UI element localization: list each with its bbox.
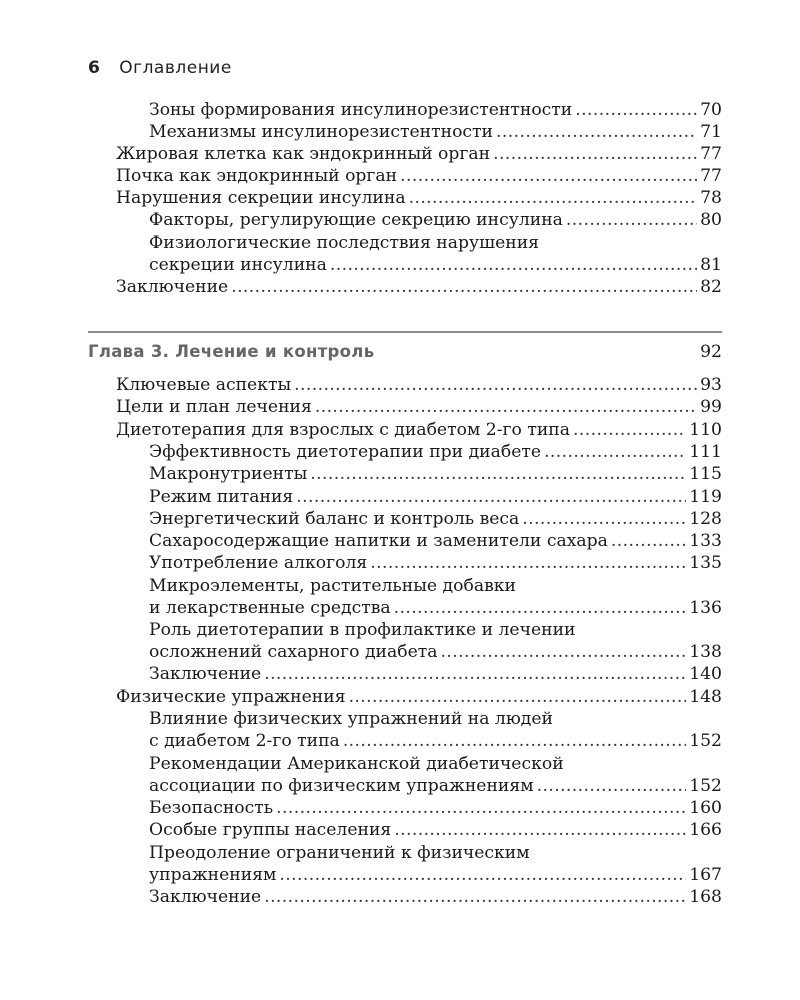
- toc-entry-page: 99: [700, 397, 722, 417]
- toc-entry[interactable]: [149, 864, 722, 886]
- toc-entry-page: 93: [700, 375, 722, 395]
- toc-entry-title: Особые группы населения: [149, 820, 392, 840]
- dot-leader: [522, 508, 686, 530]
- toc-entry[interactable]: [149, 99, 722, 121]
- toc-entry[interactable]: [116, 187, 722, 209]
- page-number: 6: [88, 58, 100, 78]
- dot-leader: [296, 486, 686, 508]
- toc-entry-title-line2: упражнениям: [149, 865, 277, 885]
- toc-entry-page: 136: [689, 598, 722, 618]
- toc-entry-page: 133: [689, 531, 722, 551]
- dot-leader: [394, 597, 687, 619]
- toc-entry-title: Жировая клетка как эндокринный орган: [116, 144, 491, 164]
- toc-entry[interactable]: [149, 209, 722, 231]
- toc-entry[interactable]: [149, 121, 722, 143]
- toc-entry-page: 152: [689, 776, 722, 796]
- toc-entry-title: Диетотерапия для взрослых с диабетом 2-го типа: [116, 420, 571, 440]
- dot-leader: [611, 530, 686, 552]
- toc-entry-page: 167: [689, 865, 722, 885]
- toc-entry-title-line2: с диабетом 2-го типа: [149, 731, 340, 751]
- toc-entry-title-line2: ассоциации по физическим упражнениям: [149, 776, 534, 796]
- toc-entry-title: Почка как эндокринный орган: [116, 166, 398, 186]
- toc-entry-page: 78: [700, 188, 722, 208]
- toc-entry-page: 77: [700, 166, 722, 186]
- toc-entry-title-line2: и лекарственные средства: [149, 598, 391, 618]
- dot-leader: [279, 864, 686, 886]
- toc-entry-title-line1[interactable]: Рекомендации Американской диабетической: [149, 754, 564, 774]
- dot-leader: [537, 775, 687, 797]
- toc-entry-title-line1[interactable]: Влияние физических упражнений на людей: [149, 709, 553, 729]
- dot-leader: [294, 374, 697, 396]
- dot-leader: [566, 209, 697, 231]
- toc-entry-title-line1[interactable]: Преодоление ограничений к физическим: [149, 843, 530, 863]
- toc-entry-page: 148: [689, 687, 722, 707]
- toc-entry[interactable]: [149, 819, 722, 841]
- dot-leader: [231, 276, 697, 298]
- dot-leader: [544, 441, 686, 463]
- toc-entry-title: Физические упражнения: [116, 687, 346, 707]
- toc-entry-title: Нарушения секреции инсулина: [116, 188, 406, 208]
- toc-entry-title: Факторы, регулирующие секрецию инсулина: [149, 210, 563, 230]
- toc-entry-title: Зоны формирования инсулинорезистентности: [149, 100, 573, 120]
- toc-entry-page: 135: [689, 553, 722, 573]
- toc-entry-page: 71: [700, 122, 722, 142]
- dot-leader: [575, 99, 697, 121]
- toc-entry-page: 77: [700, 144, 722, 164]
- toc-entry[interactable]: [149, 663, 722, 685]
- toc-entry-title: Безопасность: [149, 798, 274, 818]
- toc-entry-page: 80: [700, 210, 722, 230]
- toc-entry-title: Заключение: [149, 887, 262, 907]
- toc-entry-page: 166: [689, 820, 722, 840]
- toc-entry[interactable]: [149, 508, 722, 530]
- toc-entry-title: Заключение: [149, 664, 262, 684]
- toc-entry-title-line1[interactable]: Физиологические последствия нарушения: [149, 233, 540, 253]
- toc-entry[interactable]: [149, 552, 722, 574]
- toc-entry-page: 81: [700, 255, 722, 275]
- toc-entry[interactable]: [116, 143, 722, 165]
- chapter-heading[interactable]: [88, 342, 722, 366]
- dot-leader: [310, 463, 686, 485]
- toc-entry-title: Эффективность диетотерапии при диабете: [149, 442, 542, 462]
- toc-entry[interactable]: [149, 441, 722, 463]
- page-header: [88, 58, 232, 78]
- toc-entry[interactable]: [116, 374, 722, 396]
- toc-entry-page: 152: [689, 731, 722, 751]
- toc-entry-page: 160: [689, 798, 722, 818]
- dot-leader: [441, 641, 687, 663]
- toc-entry[interactable]: [149, 597, 722, 619]
- dot-leader: [573, 419, 686, 441]
- dot-leader: [496, 121, 697, 143]
- toc-entry-page: 168: [689, 887, 722, 907]
- chapter-divider: [88, 331, 722, 333]
- toc-entry[interactable]: [116, 686, 722, 708]
- chapter-page: 92: [700, 342, 722, 362]
- toc-entry-title: Заключение: [116, 277, 229, 297]
- toc-entry[interactable]: [149, 463, 722, 485]
- toc-entry-title-line1[interactable]: Микроэлементы, растительные добавки: [149, 576, 516, 596]
- dot-leader: [400, 165, 697, 187]
- dot-leader: [264, 663, 686, 685]
- toc-entry-title-line1[interactable]: Роль диетотерапии в профилактике и лечении: [149, 620, 576, 640]
- toc-entry-title: Употребление алкоголя: [149, 553, 368, 573]
- toc-entry[interactable]: [149, 775, 722, 797]
- toc-entry-title-line2: секреции инсулина: [149, 255, 327, 275]
- toc-entry[interactable]: [149, 254, 722, 276]
- toc-entry[interactable]: [116, 276, 722, 298]
- toc-entry-title-line2: осложнений сахарного диабета: [149, 642, 438, 662]
- running-title: Оглавление: [119, 58, 232, 78]
- toc-entry[interactable]: [149, 530, 722, 552]
- dot-leader: [370, 552, 686, 574]
- toc-entry[interactable]: [149, 797, 722, 819]
- dot-leader: [409, 187, 698, 209]
- dot-leader: [343, 730, 686, 752]
- toc-entry[interactable]: [149, 486, 722, 508]
- toc-entry-title: Цели и план лечения: [116, 397, 312, 417]
- toc-entry-title: Энергетический баланс и контроль веса: [149, 509, 520, 529]
- toc-entry[interactable]: [116, 396, 722, 418]
- dot-leader: [276, 797, 686, 819]
- toc-entry-page: 111: [689, 442, 722, 462]
- toc-entry-page: 115: [689, 464, 722, 484]
- dot-leader: [315, 396, 697, 418]
- toc-entry[interactable]: [149, 730, 722, 752]
- toc-entry-page: 110: [689, 420, 722, 440]
- toc-entry[interactable]: [116, 419, 722, 441]
- toc-entry-page: 128: [689, 509, 722, 529]
- toc-entry-title: Режим питания: [149, 487, 294, 507]
- dot-leader: [330, 254, 697, 276]
- dot-leader: [493, 143, 697, 165]
- toc-entry-page: 138: [689, 642, 722, 662]
- chapter-title: Глава 3. Лечение и контроль: [88, 342, 375, 361]
- toc-entry-title: Ключевые аспекты: [116, 375, 292, 395]
- toc-entry[interactable]: [149, 886, 722, 908]
- dot-leader: [394, 819, 686, 841]
- toc-entry[interactable]: [149, 641, 722, 663]
- toc-entry-title: Макронутриенты: [149, 464, 308, 484]
- dot-leader: [349, 686, 687, 708]
- toc-entry-page: 119: [689, 487, 722, 507]
- dot-leader: [264, 886, 686, 908]
- toc-entry-title: Механизмы инсулинорезистентности: [149, 122, 494, 142]
- toc-entry[interactable]: [116, 165, 722, 187]
- toc-entry-page: 70: [700, 100, 722, 120]
- toc-entry-page: 140: [689, 664, 722, 684]
- toc-entry-page: 82: [700, 277, 722, 297]
- toc-entry-title: Сахаросодержащие напитки и заменители сахара: [149, 531, 608, 551]
